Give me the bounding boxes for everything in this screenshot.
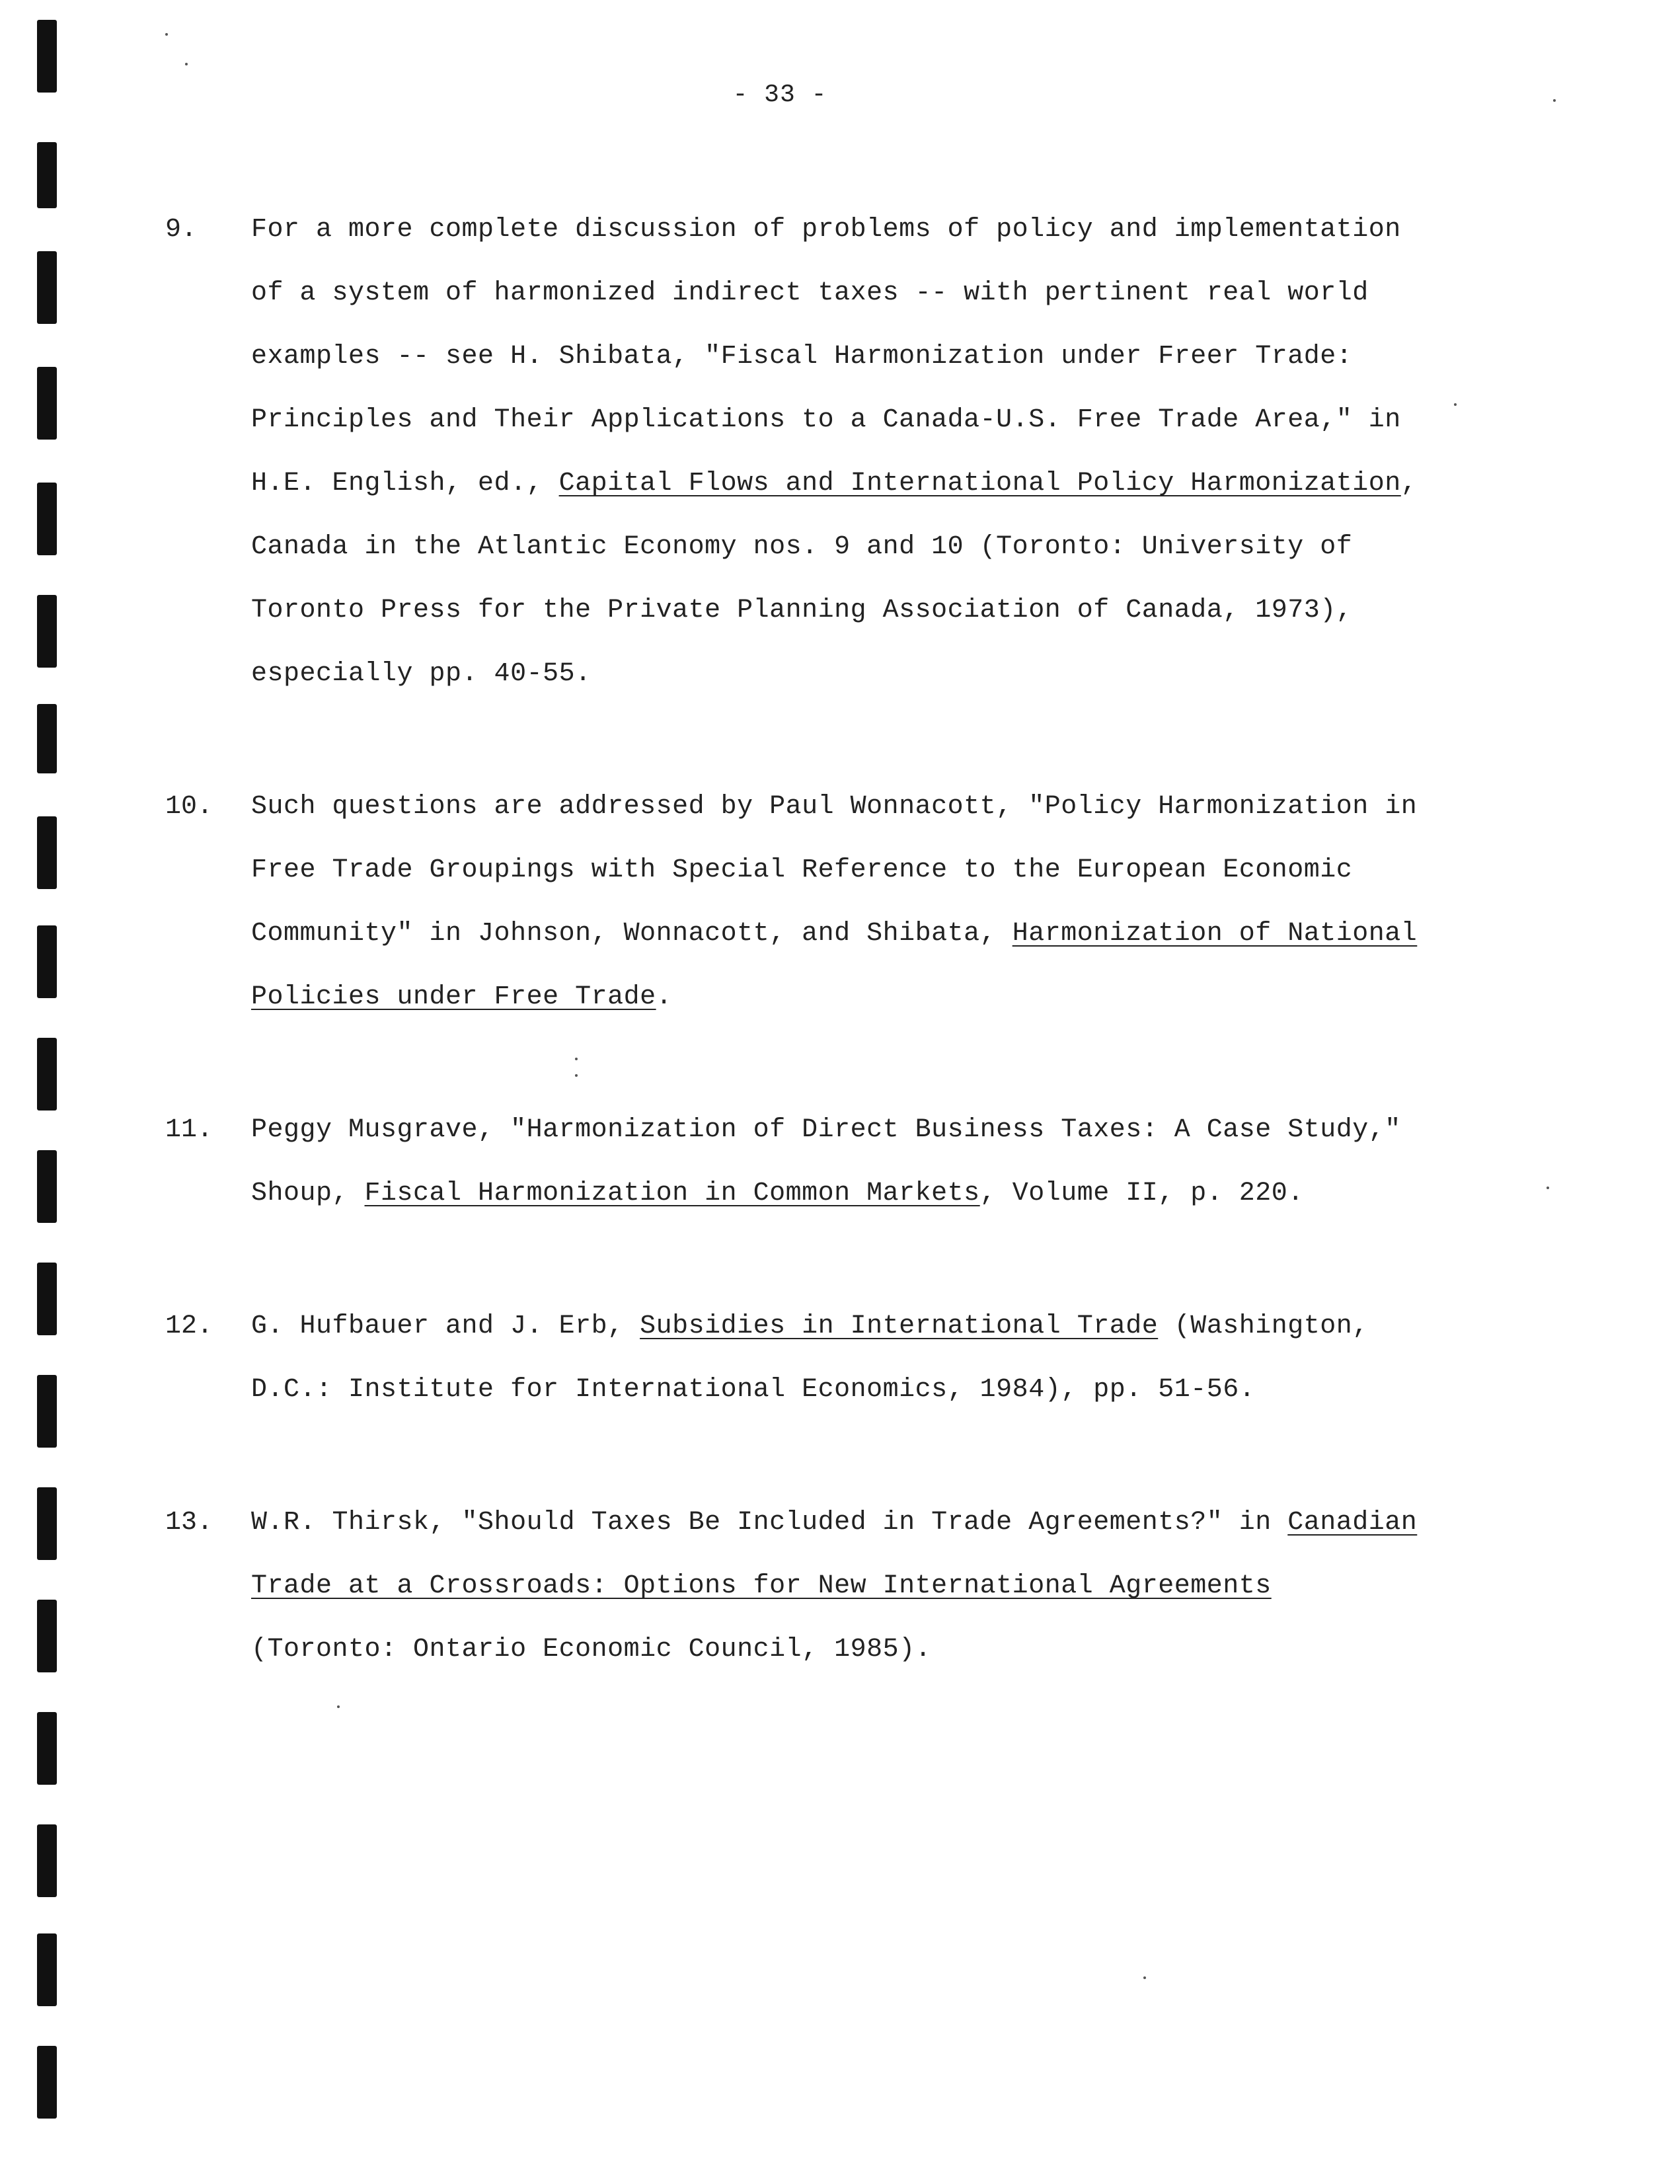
footnote-text: Free Trade Groupings with Special Reference to the European Economic [251,855,1353,885]
footnote-text: G. Hufbauer and J. Erb, [251,1311,640,1341]
footnote [165,198,1461,706]
scan-speck [165,33,168,36]
footnote-line [251,579,1461,643]
footnote-line [251,1555,1461,1618]
footnote-line [251,775,1461,839]
footnote-line [251,262,1461,325]
footnote-number: 12. [165,1311,213,1341]
binding-mark [37,142,57,208]
footnote-line [251,1491,1461,1555]
footnote-text: , Volume II, p. 220. [979,1179,1304,1208]
footnote-line [251,643,1461,706]
footnote-text: Such questions are addressed by Paul Wonnacott, "Policy Harmonization in [251,792,1418,822]
binding-mark [37,483,57,555]
footnote-line [251,839,1461,902]
footnote-text: D.C.: Institute for International Economics, 1984), pp. 51-56. [251,1375,1256,1405]
footnote [165,1295,1461,1422]
footnote-text: (Toronto: Ontario Economic Council, 1985). [251,1635,932,1664]
footnote-line [251,198,1461,262]
scan-speck [185,63,188,65]
footnote-text: (Washington, [1158,1311,1369,1341]
footnote-line [251,516,1461,579]
footnote-text: . [656,982,673,1012]
footnote-text: especially pp. 40-55. [251,659,592,689]
footnote-line [251,325,1461,389]
footnote-number: 9. [165,215,198,245]
binding-mark [37,20,57,93]
binding-mark [37,1487,57,1560]
binding-mark [37,1375,57,1448]
underlined-title: Canadian [1287,1508,1418,1538]
footnote-line [251,389,1461,452]
footnote-text: Principles and Their Applications to a Canada-U.S. Free Trade Area," in [251,405,1401,435]
footnote-text: Community" in Johnson, Wonnacott, and Shibata, [251,919,1012,949]
footnote-line [251,1162,1461,1226]
footnote [165,775,1461,1029]
footnotes-list [165,198,1461,1751]
footnote-text: , [1400,469,1418,498]
footnote-line [251,452,1461,516]
binding-mark [37,367,57,440]
footnote-line [251,1295,1461,1358]
binding-mark [37,816,57,889]
binding-mark [37,704,57,773]
footnote-text: For a more complete discussion of problems of policy and implementation [251,215,1401,245]
underlined-title: Policies under Free Trade [251,982,656,1012]
footnote-number: 10. [165,792,213,822]
scan-speck [1553,99,1556,102]
footnote-text: Canada in the Atlantic Economy nos. 9 and 10 (Toronto: University of [251,532,1353,562]
binding-mark [37,1263,57,1335]
underlined-title: Capital Flows and International Policy Harmonization [558,469,1401,498]
footnote-line [251,902,1461,966]
binding-mark [37,1933,57,2006]
underlined-title: Harmonization of National [1012,919,1418,949]
footnote-number: 11. [165,1115,213,1145]
binding-mark [37,1712,57,1785]
footnote-text: Shoup, [251,1179,365,1208]
scan-speck [1546,1187,1549,1189]
binding-mark [37,2046,57,2119]
binding-mark [37,1600,57,1672]
page-number: - 33 - [732,81,827,109]
footnote-line [251,1618,1461,1682]
binding-mark [37,595,57,668]
binding-mark [37,925,57,998]
footnote-text: Peggy Musgrave, "Harmonization of Direct Business Taxes: A Case Study," [251,1115,1401,1145]
footnote-text: W.R. Thirsk, "Should Taxes Be Included in Trade Agreements?" in [251,1508,1288,1538]
footnote-text: examples -- see H. Shibata, "Fiscal Harmonization under Freer Trade: [251,342,1353,371]
footnote [165,1491,1461,1682]
underlined-title: Trade at a Crossroads: Options for New International Agreements [251,1571,1272,1601]
footnote-text: H.E. English, ed., [251,469,559,498]
underlined-title: Fiscal Harmonization in Common Markets [364,1179,980,1208]
footnote-line [251,966,1461,1029]
footnote-text: Toronto Press for the Private Planning Association of Canada, 1973), [251,596,1353,625]
underlined-title: Subsidies in International Trade [640,1311,1159,1341]
footnote-line [251,1358,1461,1422]
binding-mark [37,1150,57,1223]
binding-mark [37,1824,57,1897]
binding-mark [37,251,57,324]
footnote [165,1099,1461,1226]
binding-mark [37,1038,57,1111]
binding-hole-marks [37,0,70,2184]
scan-speck [1143,1976,1146,1979]
footnote-text: of a system of harmonized indirect taxes -- with pertinent real world [251,278,1369,308]
footnote-number: 13. [165,1508,213,1538]
footnote-line [251,1099,1461,1162]
